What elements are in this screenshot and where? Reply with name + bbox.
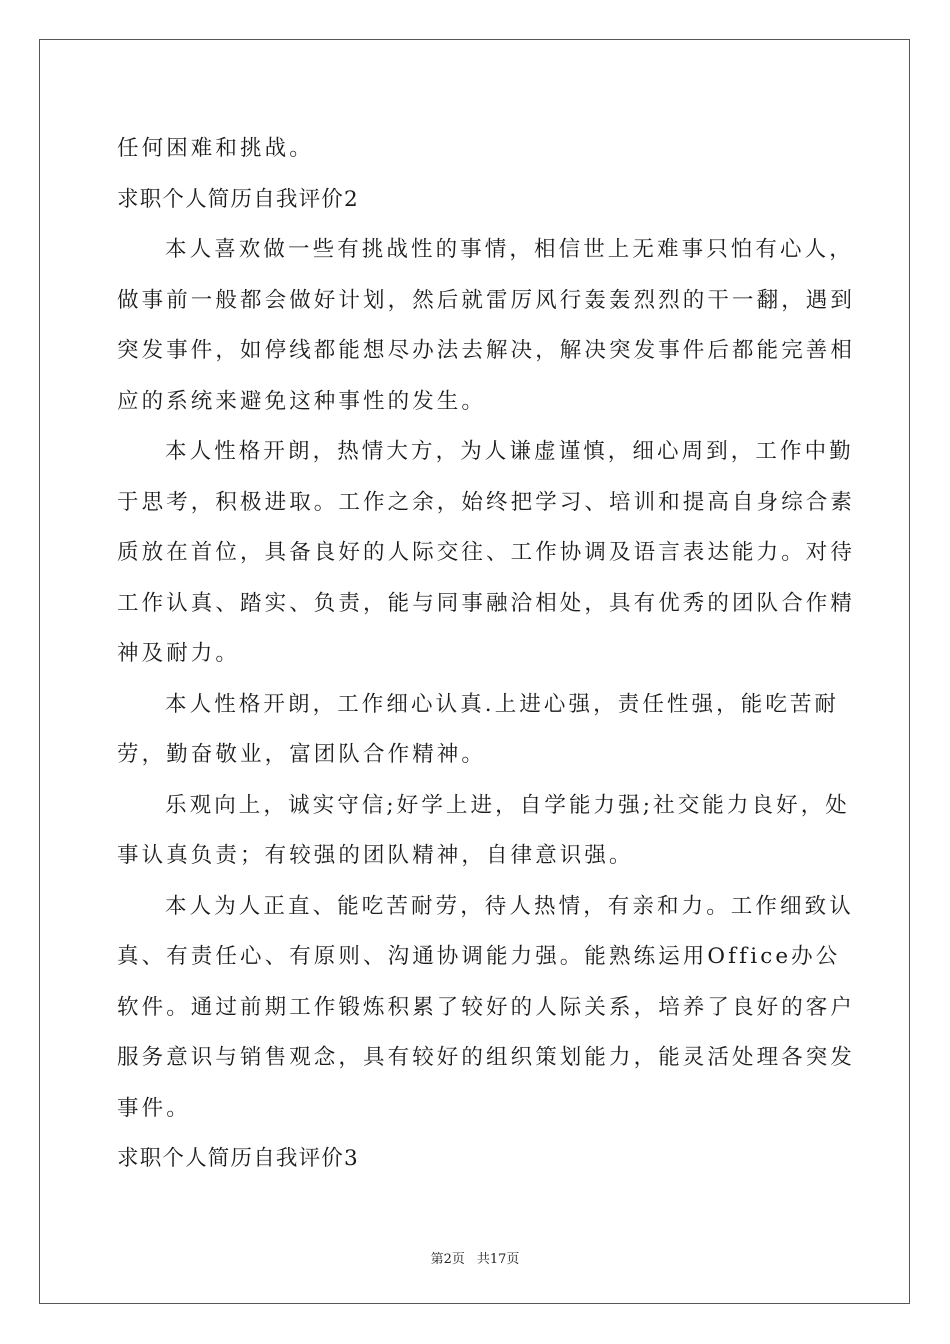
text-line: 求职个人简历自我评价2 bbox=[117, 186, 359, 212]
text-line: 本人性格开朗，工作细心认真.上进心强，责任性强，能吃苦耐 bbox=[165, 691, 840, 717]
text-line: 事件。 bbox=[117, 1095, 191, 1121]
text-line: 真、有责任心、有原则、沟通协调能力强。能熟练运用Office办公 bbox=[117, 944, 841, 969]
page-footer bbox=[0, 1248, 950, 1267]
section-heading bbox=[117, 175, 833, 226]
paragraph bbox=[117, 680, 840, 781]
text-line: 本人喜欢做一些有挑战性的事情，相信世上无难事只怕有心人， bbox=[165, 237, 854, 262]
text-line: 乐观向上，诚实守信;好学上进，自学能力强;社交能力良好，处 bbox=[165, 792, 850, 818]
text-line: 本人为人正直、能吃苦耐劳，待人热情，有亲和力。工作细致认 bbox=[165, 893, 854, 919]
text-line: 本人性格开朗，热情大方，为人谦虚谨慎，细心周到，工作中勤 bbox=[165, 439, 854, 464]
text-line: 服务意识与销售观念，具有较好的组织策划能力，能灵活处理各突发 bbox=[117, 1045, 856, 1070]
document-body bbox=[117, 124, 856, 1185]
text-line: 工作认真、踏实、负责，能与同事融洽相处，具有优秀的团队合作精 bbox=[117, 590, 856, 616]
text-line: 质放在首位，具备良好的人际交往、工作协调及语言表达能力。对待 bbox=[117, 540, 856, 565]
paragraph bbox=[117, 781, 850, 882]
paragraph bbox=[117, 882, 856, 1135]
page-total: 共17页 bbox=[476, 1252, 520, 1267]
text-line: 应的系统来避免这种事性的发生。 bbox=[117, 388, 487, 414]
text-line: 求职个人简历自我评价3 bbox=[117, 1146, 359, 1171]
text-line: 于思考，积极进取。工作之余，始终把学习、培训和提高自身综合素 bbox=[117, 489, 856, 515]
text-line: 任何困难和挑战。 bbox=[117, 136, 314, 161]
text-line: 神及耐力。 bbox=[117, 641, 241, 666]
section-heading bbox=[117, 1134, 833, 1185]
text-line: 劳，勤奋敬业，富团队合作精神。 bbox=[117, 742, 487, 767]
paragraph bbox=[117, 225, 856, 427]
paragraph bbox=[117, 427, 856, 680]
text-line: 事认真负责；有较强的团队精神，自律意识强。 bbox=[117, 843, 634, 868]
text-block bbox=[117, 124, 833, 175]
text-line: 软件。通过前期工作锻炼积累了较好的人际关系，培养了良好的客户 bbox=[117, 994, 856, 1020]
page-number: 第2页 bbox=[430, 1252, 465, 1267]
text-line: 做事前一般都会做好计划，然后就雷厉风行轰轰烈烈的干一翻，遇到 bbox=[117, 287, 856, 313]
text-line: 突发事件，如停线都能想尽办法去解决，解决突发事件后都能完善相 bbox=[117, 338, 856, 363]
